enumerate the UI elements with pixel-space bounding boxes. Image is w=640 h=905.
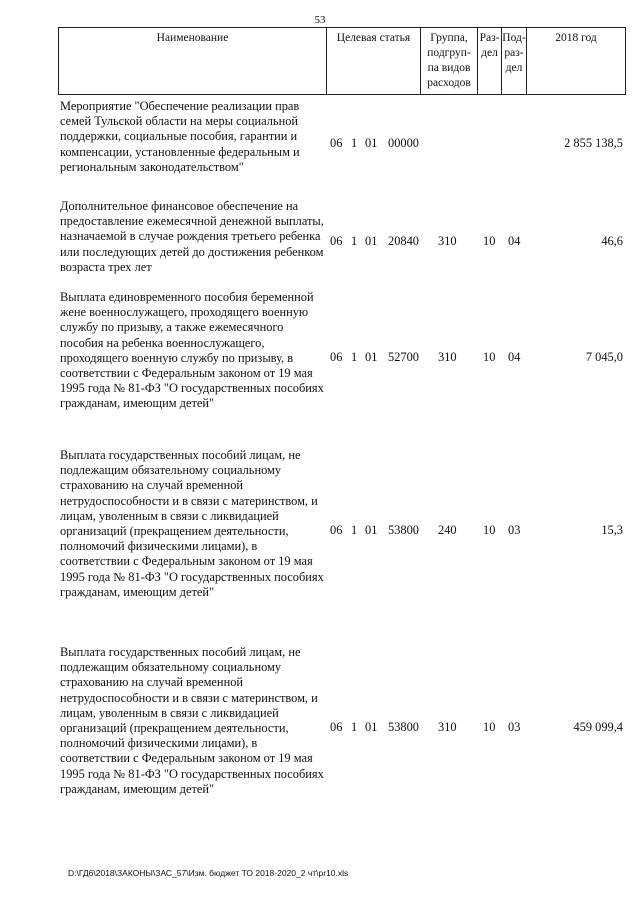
expense-group: 240: [438, 523, 457, 537]
subsection-code: 04: [508, 234, 521, 248]
subsection-code: 04: [508, 350, 521, 364]
table-header: [58, 27, 626, 95]
table-row: [58, 199, 626, 281]
code-part-2: 1: [351, 234, 358, 248]
code-part-1: 06: [330, 720, 343, 734]
header-section: Раз- дел: [477, 28, 501, 94]
code-part-4: 00000: [388, 136, 419, 150]
section-code: 10: [483, 523, 496, 537]
code-part-4: 53800: [388, 523, 419, 537]
amount-2018: 46,6: [601, 234, 623, 248]
row-name: Дополнительное финансовое обеспечение на предоставление ежемесячной денежной выплаты, назначаемой в случае рождения третьего ребенка или последующих детей до достижения ребенком возраста трех лет: [60, 199, 324, 274]
amount-2018: 15,3: [601, 523, 623, 537]
code-part-1: 06: [330, 136, 343, 150]
amount-2018: 459 099,4: [573, 720, 623, 734]
code-part-1: 06: [330, 350, 343, 364]
code-part-2: 1: [351, 136, 358, 150]
code-part-1: 06: [330, 234, 343, 248]
code-part-3: 01: [365, 350, 378, 364]
table-row: [58, 290, 626, 430]
code-part-4: 20840: [388, 234, 419, 248]
header-group: Группа, подгруп- па видов расходов: [420, 28, 477, 94]
file-path-footer: D:\ГД6\2018\ЗАКОНЫ\ЗАС_57\Изм. бюджет ТО 2018-2020_2 чт\pr10.xls: [68, 868, 349, 878]
amount-2018: 7 045,0: [585, 350, 623, 364]
header-year: 2018 год: [526, 28, 626, 94]
header-subsection: Под- раз- дел: [501, 28, 526, 94]
row-name: Мероприятие "Обеспечение реализации прав семей Тульской области на меры социальной поддержки, социальные пособия, гарантии и компенсации, установленные федеральным и региональным законодательством": [60, 99, 300, 174]
subsection-code: 03: [508, 523, 521, 537]
expense-group: 310: [438, 234, 457, 248]
code-part-3: 01: [365, 234, 378, 248]
code-part-2: 1: [351, 523, 358, 537]
section-code: 10: [483, 234, 496, 248]
code-part-3: 01: [365, 523, 378, 537]
code-part-4: 52700: [388, 350, 419, 364]
section-code: 10: [483, 720, 496, 734]
row-name: Выплата единовременного пособия беременной жене военнослужащего, проходящего военную службу по призыву, а также ежемесячного пособия на ребенка военнослужащего, проходящего военную службу по призыву, в соответствии с Федеральным законом от 19 мая 1995 года № 81-ФЗ "О государственных пособиях гражданам, имеющим детей": [60, 290, 324, 411]
page-number: 53: [314, 14, 326, 26]
section-code: 10: [483, 350, 496, 364]
subsection-code: 03: [508, 720, 521, 734]
table-row: [58, 99, 626, 189]
code-part-4: 53800: [388, 720, 419, 734]
row-name: Выплата государственных пособий лицам, не подлежащим обязательному социальному страхованию на случай временной нетрудоспособности и в связи с материнством, и лицам, уволенным в связи с ликвидацией организаций (прекращением деятельности, полномочий физическими лицами), в соответствии с Федеральным законом от 19 мая 1995 года № 81-ФЗ "О государственных пособиях гражданам, имеющим детей": [60, 448, 324, 599]
header-name: Наименование: [58, 28, 326, 94]
expense-group: 310: [438, 350, 457, 364]
code-part-2: 1: [351, 350, 358, 364]
code-part-2: 1: [351, 720, 358, 734]
amount-2018: 2 855 138,5: [564, 136, 623, 150]
header-target-article: Целевая статья: [326, 28, 420, 94]
code-part-3: 01: [365, 136, 378, 150]
row-name: Выплата государственных пособий лицам, не подлежащим обязательному социальному страхованию на случай временной нетрудоспособности и в связи с материнством, и лицам, уволенным в связи с ликвидацией организаций (прекращением деятельности, полномочий физическими лицами), в соответствии с Федеральным законом от 19 мая 1995 года № 81-ФЗ "О государственных пособиях гражданам, имеющим детей": [60, 645, 324, 796]
table-row: [58, 645, 626, 815]
table-row: [58, 448, 626, 618]
code-part-3: 01: [365, 720, 378, 734]
expense-group: 310: [438, 720, 457, 734]
code-part-1: 06: [330, 523, 343, 537]
